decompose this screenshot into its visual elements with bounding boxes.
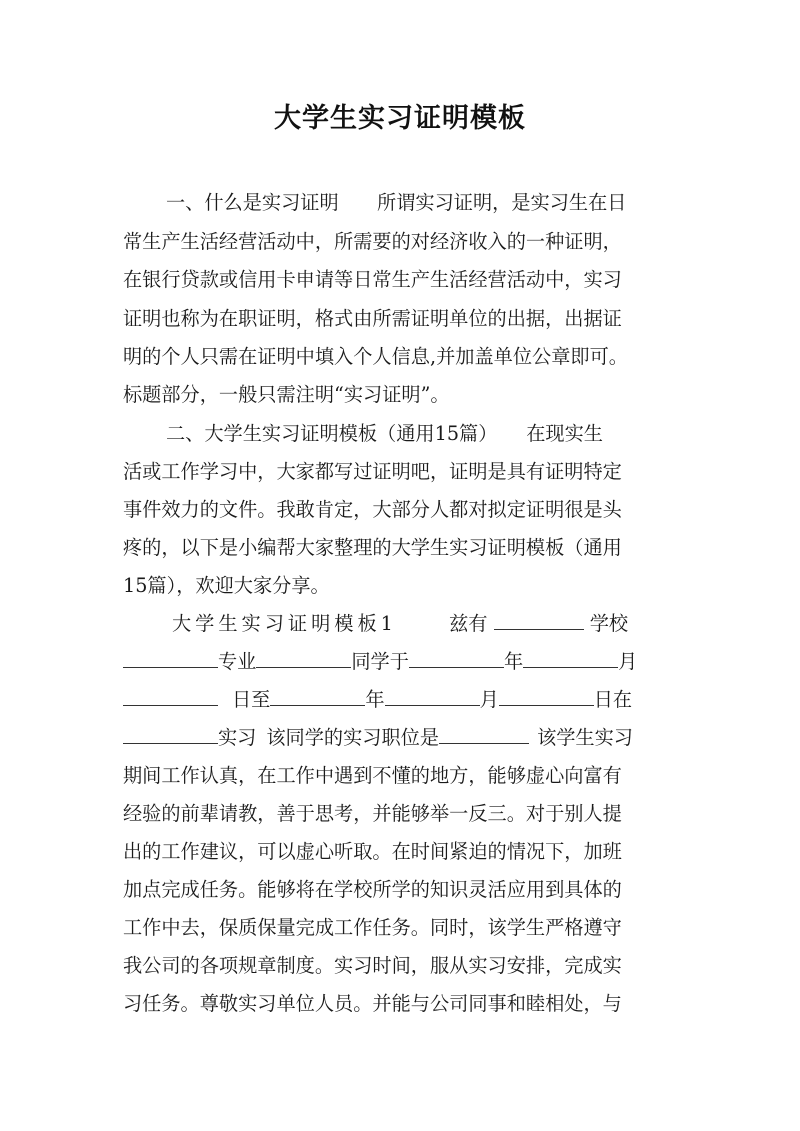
paragraph-line: 加点完成任务。能够将在学校所学的知识灵活应用到具体的 [123, 878, 622, 901]
document-title: 大学生实习证明模板 [274, 103, 526, 134]
paragraph-line: 出的工作建议，可以虚心听取。在时间紧迫的情况下，加班 [123, 840, 622, 863]
form-line [123, 687, 683, 713]
end-year-blank [270, 687, 365, 706]
major-blank [123, 649, 218, 668]
end-day-blank [499, 687, 594, 706]
student-name-blank [256, 649, 351, 668]
paragraph-line: 工作中去，保质保量完成工作任务。同时，该学生严格遵守 [123, 916, 622, 939]
end-month-blank [385, 687, 480, 706]
paragraph-line: 习任务。尊敬实习单位人员。并能与公司同事和睦相处，与 [123, 992, 622, 1015]
form-line [123, 649, 683, 675]
form-label: 同学于 [351, 650, 409, 673]
form-label: 实习 [218, 726, 257, 749]
paragraph-line: 一、什么是实习证明 所谓实习证明，是实习生在日 [166, 191, 627, 214]
form-label: 专业 [218, 650, 257, 673]
form-line [172, 611, 682, 637]
form-label: 月 [618, 650, 638, 673]
paragraph-line: 期间工作认真，在工作中遇到不懂的地方，能够虚心向富有 [123, 764, 622, 787]
form-label: 年 [365, 688, 385, 711]
paragraph-line: 活或工作学习中，大家都写过证明吧，证明是具有证明特定 [123, 460, 622, 483]
paragraph-line: 二、大学生实习证明模板（通用15篇） 在现实生 [166, 422, 603, 445]
paragraph-line: 经验的前辈请教，善于思考，并能够举一反三。对于别人提 [123, 802, 622, 825]
paragraph-line: 在银行贷款或信用卡申请等日常生产生活经营活动中，实习 [123, 268, 622, 291]
paragraph-line: 15篇），欢迎大家分享。 [123, 574, 330, 597]
start-year-blank [409, 649, 504, 668]
form-label: 月 [479, 688, 499, 711]
paragraph-line: 事件效力的文件。我敢肯定，大部分人都对拟定证明很是头 [123, 498, 622, 521]
start-day-blank [123, 687, 218, 706]
paragraph-line: 常生产生活经营活动中，所需要的对经济收入的一种证明， [123, 230, 622, 253]
form-line [123, 725, 683, 751]
form-label: 学校 [589, 612, 629, 635]
paragraph-line: 证明也称为在职证明，格式由所需证明单位的出据，出据证 [123, 307, 622, 330]
form-label: 兹有 [449, 612, 488, 635]
school-blank [494, 611, 584, 630]
form-label: 该学生实习 [537, 726, 633, 749]
paragraph-line: 我公司的各项规章制度。实习时间，服从实习安排，完成实 [123, 954, 622, 977]
template-heading: 大学生实习证明模板1 [172, 612, 397, 635]
paragraph-line: 标题部分，一般只需注明“实习证明”。 [123, 383, 450, 406]
company-blank [123, 725, 218, 744]
position-blank [439, 725, 529, 744]
form-label: 日在 [593, 688, 633, 711]
form-label: 年 [503, 650, 524, 673]
form-label: 该同学的实习职位是 [266, 726, 440, 749]
paragraph-line: 疼的，以下是小编帮大家整理的大学生实习证明模板（通用 [123, 536, 622, 559]
start-month-blank [523, 649, 618, 668]
paragraph-line: 明的个人只需在证明中填入个人信息,并加盖单位公章即可。 [123, 345, 628, 368]
form-label: 日至 [232, 688, 271, 711]
